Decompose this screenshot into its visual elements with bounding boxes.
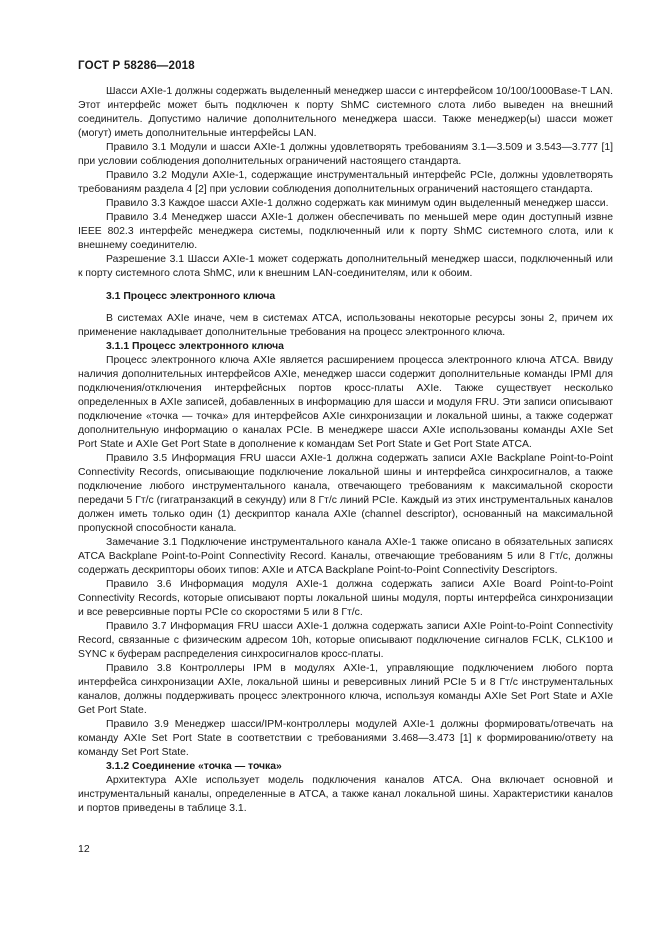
page-number: 12 — [78, 843, 90, 855]
rule-3-9: Правило 3.9 Менеджер шасси/IPM-контроллеры модулей AXIe-1 должны формировать/отвечать на команду AXIe Set Port State в соответствии с требованиями 3.468—3.473 [1] к формированию/ответу на команду Set Port State. — [78, 719, 613, 758]
paragraph: Шасси AXIe-1 должны содержать выделенный менеджер шасси с интерфейсом 10/100/1000Base-T LAN. Этот интерфейс может быть подключен к порту ShMC системного слота либо выведен на внешний соединитель. Допустимо наличие дополнительного менеджера шасси. Также менеджер(ы) шасси может (могут) иметь дополнительные интерфейсы LAN. — [78, 86, 613, 139]
rule-3-8: Правило 3.8 Контроллеры IPM в модулях AXIe-1, управляющие подключением любого порта интерфейса синхронизации AXIe, локальной шины и реверсивных линий PCIe 5 и 8 Гт/с инструментальных каналов, должны поддерживать процесс электронного ключа, используя команды AXIe Set Port State и AXIe Get Port State. — [78, 663, 613, 716]
rule-3-4: Правило 3.4 Менеджер шасси AXIe-1 должен обеспечивать по меньшей мере один доступный извне IEEE 802.3 интерфейс менеджера системы, подключенный или к порту ShMC системного слота, или к внешнему соединителю. — [78, 212, 613, 251]
page-body — [78, 85, 613, 816]
note-3-1: Замечание 3.1 Подключение инструментального канала AXIe-1 также описано в обязательных записях ATCA Backplane Point-to-Point Connectivity Record. Каналы, отвечающие требованиям 5 или 8 Гт/с, должны содержать дескрипторы обоих типов: AXIe и ATCA Backplane Point-to-Point Connectivity Descriptors. — [78, 537, 613, 576]
paragraph: Архитектура AXIe использует модель подключения каналов ATCA. Она включает основной и инструментальный каналы, определенные в ATCA, а также канал локальной шины. Характеристики каналов и портов приведены в таблице 3.1. — [78, 775, 613, 814]
rule-3-6: Правило 3.6 Информация модуля AXIe-1 должна содержать записи AXIe Board Point-to-Point Connectivity Records, которые описывают порты локальной шины модуля, порты интерфейса синхронизации и все реверсивные порты PCIe со скоростями 5 или 8 Гт/с. — [78, 579, 613, 618]
section-intro: В системах AXIe иначе, чем в системах ATCA, использованы некоторые ресурсы зоны 2, причем их применение накладывает дополнительные требования на процесс электронного ключа. — [78, 313, 613, 338]
rule-3-7: Правило 3.7 Информация FRU шасси AXIe-1 должна содержать записи AXIe Point-to-Point Connectivity Record, связанные с физическим адресом 10h, которые описывают подключение сигналов FCLK, CLK100 и SYNC к буферам распределения синхросигналов кросс-платы. — [78, 621, 613, 660]
rule-3-3: Правило 3.3 Каждое шасси AXIe-1 должно содержать как минимум один выделенный менеджер шасси. — [106, 198, 609, 209]
section-heading-3-1: 3.1 Процесс электронного ключа — [106, 291, 276, 302]
subsection-heading-3-1-2: 3.1.2 Соединение «точка — точка» — [106, 761, 282, 772]
rule-3-5: Правило 3.5 Информация FRU шасси AXIe-1 должна содержать записи AXIe Backplane Point-to-Point Connectivity Records, описывающие подключение локальной шины и интерфейса синхросигналов, а также подключение любого инструментального канала, отвечающего требованиям к максимальной скорости передачи 5 Гт/с (гигатранзакций в секунду) или 8 Гт/с линий PCIe. Каждый из этих инструментальных каналов должен иметь только один (1) дескриптор канала AXIe (channel descriptor), основанный на максимальной пропускной способности канала. — [78, 453, 613, 534]
subsection-heading-3-1-1: 3.1.1 Процесс электронного ключа — [106, 341, 284, 352]
rule-3-1: Правило 3.1 Модули и шасси AXIe-1 должны удовлетворять требованиям 3.1—3.509 и 3.543—3.777 [1] при условии соблюдения дополнительных ограничений настоящего стандарта. — [78, 142, 613, 167]
document-header: ГОСТ Р 58286—2018 — [78, 60, 195, 72]
rule-3-2: Правило 3.2 Модули AXIe-1, содержащие инструментальный интерфейс PCIe, должны удовлетворять требованиям раздела 4 [2] при условии соблюдения дополнительных ограничений настоящего стандарта. — [78, 170, 613, 195]
permission-3-1: Разрешение 3.1 Шасси AXIe-1 может содержать дополнительный менеджер шасси, подключенный или к порту системного слота ShMC, или к внешним LAN-соединителям, или к обоим. — [78, 254, 613, 279]
paragraph: Процесс электронного ключа AXIe является расширением процесса электронного ключа ATCA. Ввиду наличия дополнительных интерфейсов AXIe, менеджер шасси содержит дополнительные команды IPMI для подключения/отключения интерфейсных портов кросс-платы AXIe. Также существует несколько определенных в AXIe записей, добавленных в информацию для шасси и модуля FRU. Эти записи описывают подключение «точка — точка» для интерфейсов AXIe синхронизации и локальной шины, а также содержат дополнительную информацию о каналах PCIe. В менеджере шасси AXIe использованы команды AXIe Set Port State и AXIe Get Port State в дополнение к командам Set Port State и Get Port State ATCA. — [78, 355, 613, 450]
